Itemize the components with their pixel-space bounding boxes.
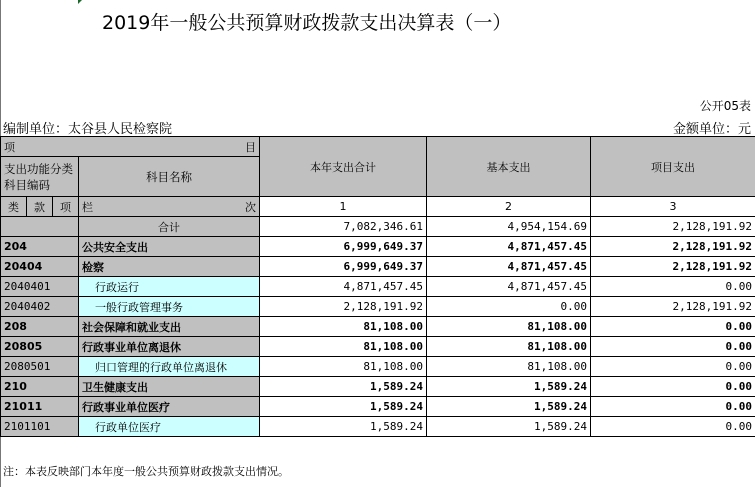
header-subject-name[interactable]: 科目名称 [79,157,260,197]
cell-comment-marker [78,0,82,4]
row-basic[interactable]: 1,589.24 [427,417,591,437]
row-basic[interactable]: 4,871,457.45 [427,277,591,297]
row-total[interactable]: 1,589.24 [260,397,427,417]
row-code[interactable]: 208 [1,317,79,337]
total-sum[interactable]: 7,082,346.61 [260,217,427,237]
header-col-num-3[interactable]: 3 [591,197,755,217]
row-total[interactable]: 1,589.24 [260,377,427,397]
row-code[interactable]: 2040401 [1,277,79,297]
row-project[interactable]: 0.00 [591,397,755,417]
table-row [1,277,755,297]
row-basic[interactable]: 4,871,457.45 [427,237,591,257]
total-label[interactable]: 合计 [79,217,260,237]
row-basic[interactable]: 81,108.00 [427,337,591,357]
table-note: 注：本表反映部门本年度一般公共预算财政拨款支出情况。 [3,465,289,478]
row-basic[interactable]: 4,871,457.45 [427,257,591,277]
total-code-cell[interactable] [1,217,79,237]
row-basic[interactable]: 81,108.00 [427,357,591,377]
row-total[interactable]: 4,871,457.45 [260,277,427,297]
row-subject-name[interactable]: 社会保障和就业支出 [79,317,260,337]
row-total[interactable]: 6,999,649.37 [260,257,427,277]
table-row [1,357,755,377]
row-total[interactable]: 81,108.00 [260,337,427,357]
header-func-code[interactable]: 支出功能分类科目编码 [1,157,79,197]
header-row-5 [1,197,755,217]
header-lan: 栏 [82,200,93,214]
table-row [1,337,755,357]
header-col-basic[interactable]: 基本支出 [427,137,591,197]
row-project[interactable]: 2,128,191.92 [591,257,755,277]
total-row [1,217,755,237]
header-lanci-cell[interactable] [79,197,260,217]
row-total[interactable]: 6,999,649.37 [260,237,427,257]
row-code[interactable]: 2040402 [1,297,79,317]
row-code[interactable]: 2080501 [1,357,79,377]
row-code[interactable]: 2101101 [1,417,79,437]
row-total[interactable]: 2,128,191.92 [260,297,427,317]
row-project[interactable]: 2,128,191.92 [591,297,755,317]
header-col-project[interactable]: 项目支出 [591,137,755,197]
row-total[interactable]: 81,108.00 [260,317,427,337]
header-kuan[interactable]: 款 [27,197,53,217]
row-subject-name[interactable]: 行政事业单位离退休 [79,337,260,357]
row-subject-name[interactable]: 行政运行 [79,277,260,297]
header-col-num-1[interactable]: 1 [260,197,427,217]
form-number: 公开05表 [699,99,751,113]
table-row [1,417,755,437]
row-total[interactable]: 81,108.00 [260,357,427,377]
row-project[interactable]: 0.00 [591,417,755,437]
header-ci: 次 [245,201,256,214]
row-code[interactable]: 210 [1,377,79,397]
row-project[interactable]: 2,128,191.92 [591,237,755,257]
row-project[interactable]: 0.00 [591,377,755,397]
row-project[interactable]: 0.00 [591,277,755,297]
header-item-right-label: 目 [245,141,256,154]
expenditure-table [0,136,755,437]
table-row [1,397,755,417]
row-subject-name[interactable]: 行政单位医疗 [79,417,260,437]
header-xiang[interactable]: 项 [53,197,79,217]
row-subject-name[interactable]: 行政事业单位医疗 [79,397,260,417]
header-col-num-2[interactable]: 2 [427,197,591,217]
header-lei[interactable]: 类 [1,197,27,217]
table-row [1,297,755,317]
page-title: 2019年一般公共预算财政拨款支出决算表（一） [102,12,512,34]
row-basic[interactable]: 81,108.00 [427,317,591,337]
header-col-total[interactable]: 本年支出合计 [260,137,427,197]
table-row [1,377,755,397]
table-row [1,237,755,257]
row-project[interactable]: 0.00 [591,337,755,357]
row-project[interactable]: 0.00 [591,317,755,337]
table-row [1,317,755,337]
row-subject-name[interactable]: 公共安全支出 [79,237,260,257]
row-subject-name[interactable]: 一般行政管理事务 [79,297,260,317]
row-code[interactable]: 21011 [1,397,79,417]
row-code[interactable]: 20404 [1,257,79,277]
row-basic[interactable]: 1,589.24 [427,397,591,417]
row-total[interactable]: 1,589.24 [260,417,427,437]
header-item-cell[interactable] [1,137,260,157]
compiling-unit: 编制单位：太谷县人民检察院 [3,122,173,137]
row-code[interactable]: 204 [1,237,79,257]
row-code[interactable]: 20805 [1,337,79,357]
amount-unit: 金额单位：元 [672,122,751,137]
row-basic[interactable]: 1,589.24 [427,377,591,397]
row-project[interactable]: 0.00 [591,357,755,377]
header-item-label: 项 [4,140,15,154]
row-basic[interactable]: 0.00 [427,297,591,317]
total-project[interactable]: 2,128,191.92 [591,217,755,237]
total-basic[interactable]: 4,954,154.69 [427,217,591,237]
row-subject-name[interactable]: 卫生健康支出 [79,377,260,397]
row-subject-name[interactable]: 归口管理的行政单位离退休 [79,357,260,377]
row-subject-name[interactable]: 检察 [79,257,260,277]
table-row [1,257,755,277]
header-row-1 [1,137,755,157]
